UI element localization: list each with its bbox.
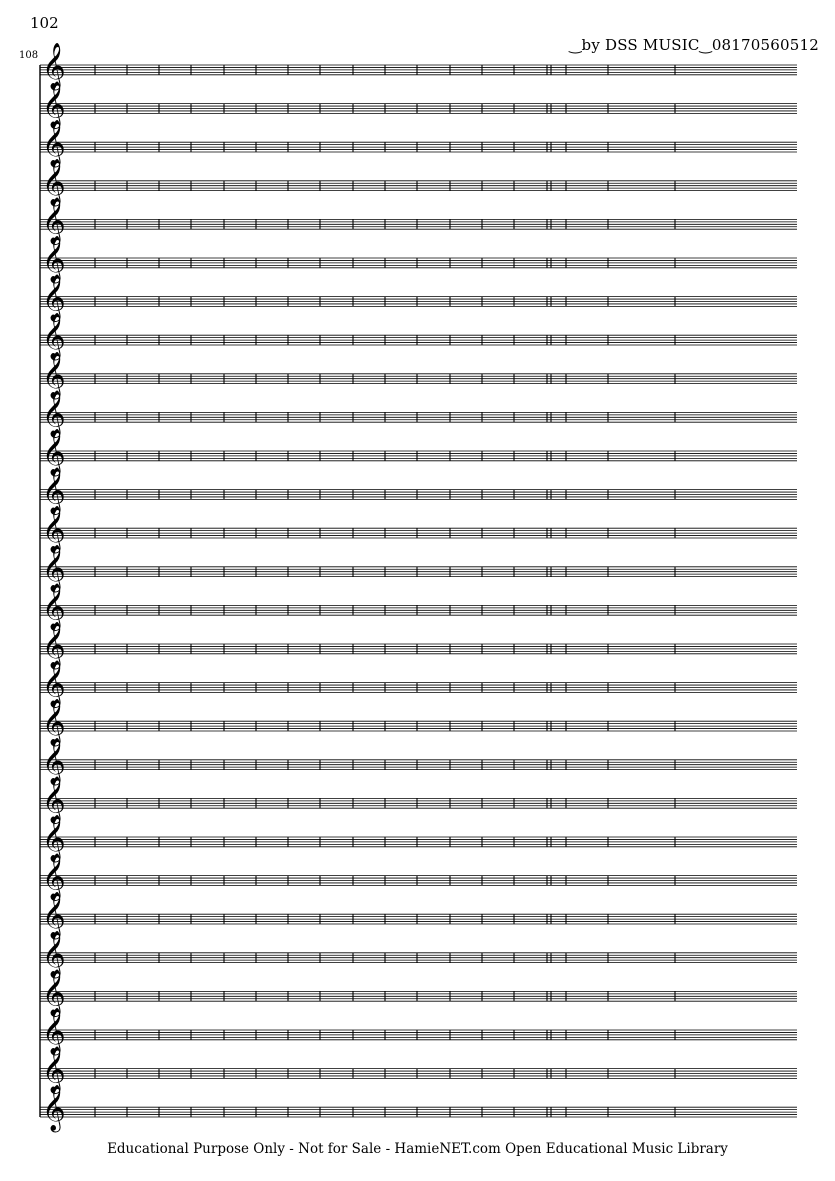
staff: [40, 545, 797, 593]
treble-clef-icon: 𝄞: [42, 776, 66, 823]
staff: [40, 622, 797, 670]
treble-clef-icon: 𝄞: [42, 506, 66, 553]
treble-clef-icon: 𝄞: [42, 81, 66, 128]
staff: [40, 429, 797, 477]
staff: [40, 120, 797, 168]
treble-clef-icon: 𝄞: [42, 1046, 66, 1093]
staff: [40, 699, 797, 747]
treble-clef-icon: 𝄞: [42, 544, 66, 591]
treble-clef-icon: 𝄞: [42, 274, 66, 321]
treble-clef-icon: 𝄞: [42, 158, 66, 205]
staff: [40, 43, 797, 91]
treble-clef-icon: 𝄞: [42, 737, 66, 784]
treble-clef-icon: 𝄞: [42, 969, 66, 1016]
arranger-credit: ‿by DSS MUSIC‿08170560512: [569, 36, 819, 54]
page-number: 102: [30, 14, 59, 32]
treble-clef-icon: 𝄞: [42, 429, 66, 475]
treble-clef-icon: 𝄞: [42, 583, 66, 630]
staff: [40, 275, 797, 323]
treble-clef-icon: 𝄞: [42, 313, 66, 360]
treble-clef-icon: 𝄞: [42, 699, 66, 746]
staff: [40, 738, 797, 786]
staff: [40, 236, 797, 284]
staff: [40, 506, 797, 554]
staff: [40, 583, 797, 631]
staff: [40, 352, 797, 400]
staff: [40, 390, 797, 438]
treble-clef-icon: 𝄞: [42, 930, 66, 977]
staff: [40, 1047, 797, 1095]
treble-clef-icon: 𝄞: [42, 892, 66, 939]
measure-number: 108: [19, 50, 39, 61]
treble-clef-icon: 𝄞: [42, 622, 66, 668]
treble-clef-icon: 𝄞: [42, 197, 66, 244]
staff: [40, 197, 797, 245]
treble-clef-icon: 𝄞: [42, 390, 66, 437]
staff: [40, 661, 797, 709]
staff: [40, 931, 797, 979]
staff: [40, 1008, 797, 1056]
treble-clef-icon: 𝄞: [42, 1008, 66, 1054]
treble-clef-icon: 𝄞: [42, 1085, 66, 1132]
staff: [40, 82, 797, 130]
staff: [40, 854, 797, 902]
treble-clef-icon: 𝄞: [42, 853, 66, 900]
staff: [40, 468, 797, 516]
treble-clef-icon: 𝄞: [42, 467, 66, 514]
treble-clef-icon: 𝄞: [42, 660, 66, 707]
treble-clef-icon: 𝄞: [42, 43, 66, 89]
staff: [40, 776, 797, 824]
treble-clef-icon: 𝄞: [42, 351, 66, 398]
staff: [40, 159, 797, 207]
treble-clef-icon: 𝄞: [42, 120, 66, 167]
staff: [40, 1085, 797, 1133]
staff: [40, 892, 797, 940]
staff: [40, 969, 797, 1017]
treble-clef-icon: 𝄞: [42, 815, 66, 861]
treble-clef-icon: 𝄞: [42, 236, 66, 282]
staff: [40, 815, 797, 863]
staff: [40, 313, 797, 361]
footer-notice: Educational Purpose Only - Not for Sale - HamieNET.com Open Educational Music Library: [107, 1141, 728, 1157]
